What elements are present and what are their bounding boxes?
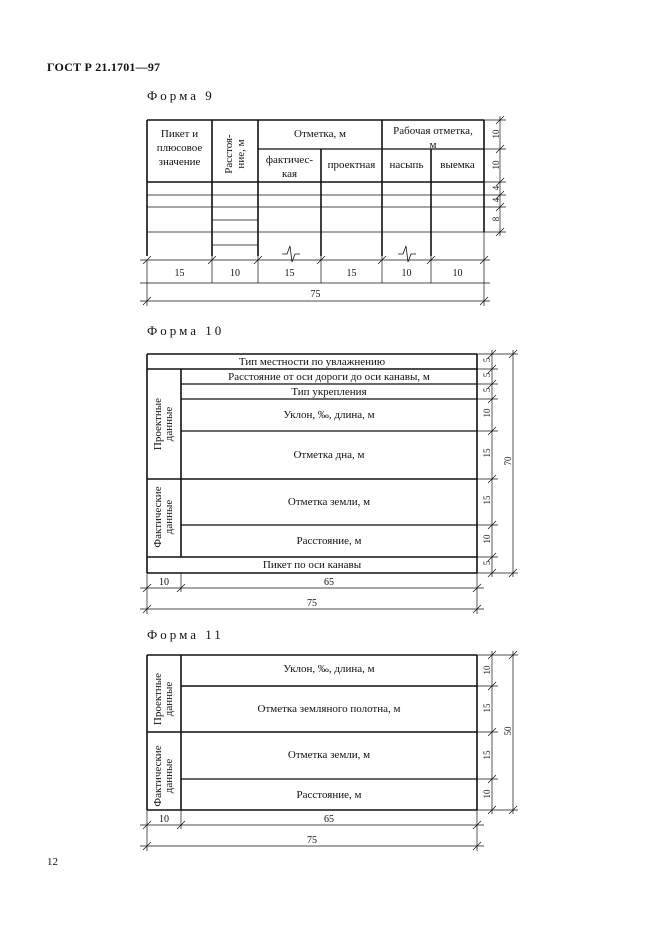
form10-row-dim: 5: [482, 387, 492, 393]
form9-col-dim: 15: [284, 268, 295, 279]
form11-group-actual: Фактические данные: [152, 745, 175, 807]
form9-row-dim: 4: [491, 197, 501, 203]
form11-row-distance: Расстояние, м: [296, 789, 362, 801]
form10-total-height: 70: [503, 456, 513, 466]
form10-row-dim: 10: [482, 408, 492, 418]
form10-row-dim: 5: [482, 372, 492, 378]
form10-row-ground-mark: Отметка земли, м: [287, 496, 371, 508]
form9-row-dim: 8: [491, 216, 501, 222]
form10-row-dim: 5: [482, 357, 492, 363]
form10-row-reinforcement-type: Тип укрепления: [291, 386, 367, 398]
form11-row-ground-mark: Отметка земли, м: [287, 749, 371, 761]
form10-col-dim: 10: [159, 577, 169, 588]
document-header: ГОСТ Р 21.1701—97: [47, 60, 161, 74]
form10-row-dim: 15: [482, 495, 492, 505]
form9-group-work: Рабочая отметка, м: [393, 125, 473, 151]
form9-sub-actual: фактичес- кая: [265, 154, 314, 180]
form10-row-ditch-picket: Пикет по оси канавы: [262, 559, 362, 571]
form10-title: Форма 10: [147, 323, 225, 338]
form9-col-dim: 10: [401, 268, 412, 279]
form9-title: Форма 9: [147, 88, 215, 103]
form10-total-width: 75: [307, 598, 317, 609]
form9-col-picket: Пикет и плюсовое значение: [156, 128, 203, 168]
form9-sub-design: проектная: [327, 159, 376, 171]
form9-col-dim: 10: [452, 268, 463, 279]
form10-row-dim: 15: [482, 448, 492, 458]
form11-total-width: 75: [307, 835, 317, 846]
form11-row-dim: 15: [482, 703, 492, 713]
form11-group-design: Проектные данные: [152, 672, 175, 726]
form11-row-subgrade-mark: Отметка земляного полотна, м: [257, 703, 401, 715]
form10-group-actual: Фактические данные: [152, 486, 175, 548]
form11-col-dim: 65: [324, 814, 334, 825]
form11-row-slope-length: Уклон, ‰, длина, м: [283, 663, 375, 675]
form10-col-dim: 65: [324, 577, 334, 588]
page-number: 12: [47, 856, 58, 868]
form11-row-dim: 10: [482, 789, 492, 799]
form11-total-height: 50: [503, 726, 513, 736]
form10-row-slope-length: Уклон, ‰, длина, м: [283, 409, 375, 421]
form10-row-moisture-type: Тип местности по увлажнению: [238, 356, 386, 368]
form9-sub-cut: выемка: [440, 159, 475, 171]
form11-row-dim: 10: [482, 665, 492, 675]
form10-row-dim: 10: [482, 534, 492, 544]
form9-row-dim: 10: [491, 129, 501, 139]
form9-row-dim: 10: [491, 160, 501, 170]
form11-title: Форма 11: [147, 627, 224, 642]
form10-row-distance: Расстояние, м: [296, 535, 362, 547]
form9-sub-fill: насыпь: [389, 159, 424, 171]
form9-col-dim: 15: [174, 268, 185, 279]
form10-group-design: Проектные данные: [152, 397, 175, 451]
form9-row-dim: 4: [491, 185, 501, 191]
form9-col-dim: 15: [346, 268, 357, 279]
form10-row-dim: 5: [482, 560, 492, 566]
form9-group-mark: Отметка, м: [294, 128, 346, 140]
form9-col-dim: 10: [230, 268, 240, 279]
form9-col-distance: Расстоя- ние, м: [223, 134, 247, 174]
form11-row-dim: 15: [482, 750, 492, 760]
form11-col-dim: 10: [159, 814, 169, 825]
form9-total-width: 75: [310, 289, 321, 300]
form10-row-bottom-mark: Отметка дна, м: [293, 449, 365, 461]
form10-row-ditch-distance: Расстояние от оси дороги до оси канавы, м: [228, 371, 430, 383]
